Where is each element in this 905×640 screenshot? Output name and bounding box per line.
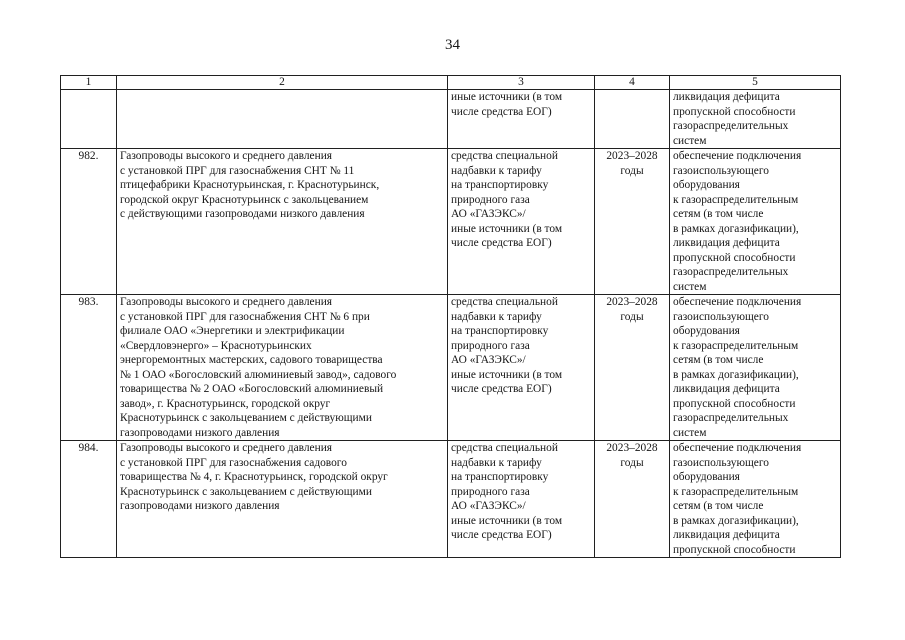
- expected-result: [670, 441, 841, 558]
- text-line: пропускной способности: [673, 543, 796, 556]
- text-line: на транспортировку: [451, 179, 549, 191]
- text-line: Газопроводы высокого и среднего давления: [120, 150, 333, 162]
- funding-source: [448, 149, 595, 295]
- text-line: числе средства ЕОГ): [451, 529, 552, 541]
- text-line: газоиспользующего: [673, 310, 769, 323]
- text-line: ликвидация дефицита: [673, 91, 780, 103]
- table-row: [61, 441, 841, 558]
- text-line: пропускной способности: [673, 251, 796, 264]
- text-line: обеспечение подключения: [673, 442, 802, 454]
- text-line: Газопроводы высокого и среднего давления: [120, 442, 333, 454]
- text-line: природного газа: [451, 485, 530, 498]
- text-line: средства специальной: [451, 150, 558, 162]
- row-number: 983.: [61, 295, 117, 441]
- implementation-period: [595, 295, 670, 441]
- text-line: газораспределительных: [673, 120, 789, 132]
- text-line: «Свердловэнерго» – Краснотурьинских: [120, 339, 312, 352]
- text-line: АО «ГАЗЭКС»/: [451, 354, 526, 366]
- text-line: птицефабрики Краснотурьинская, г. Краснотурьинск,: [120, 179, 380, 191]
- funding-source: [448, 90, 595, 149]
- text-line: оборудования: [673, 325, 740, 337]
- expected-result: [670, 90, 841, 149]
- implementation-period: [595, 149, 670, 295]
- text-line: систем: [673, 280, 707, 293]
- text-line: газоиспользующего: [673, 456, 769, 469]
- text-line: числе средства ЕОГ): [451, 237, 552, 249]
- text-line: Краснотурьинск с закольцеванием с действующими: [120, 485, 372, 498]
- text-line: газопроводами низкого давления: [120, 500, 280, 512]
- text-line: 2023–2028: [606, 296, 658, 308]
- text-line: с установкой ПРГ для газоснабжения садового: [120, 456, 347, 469]
- text-line: иные источники (в том: [451, 91, 563, 103]
- funding-source: [448, 441, 595, 558]
- text-line: с действующими газопроводами низкого давления: [120, 208, 365, 220]
- expected-result: [670, 295, 841, 441]
- text-line: ликвидация дефицита: [673, 383, 780, 395]
- row-number: [61, 90, 117, 149]
- table-row: [61, 295, 841, 441]
- row-number: 984.: [61, 441, 117, 558]
- page-number: 34: [445, 37, 460, 53]
- text-line: энергоремонтных мастерских, садового товарищества: [120, 354, 383, 366]
- text-line: годы: [620, 164, 644, 177]
- text-line: к газораспределительным: [673, 485, 799, 498]
- text-line: числе средства ЕОГ): [451, 383, 552, 395]
- text-line: товарищества № 2 ОАО «Богословский алюминиевый: [120, 383, 384, 395]
- text-line: в рамках догазификации),: [673, 222, 799, 235]
- funding-source: [448, 295, 595, 441]
- text-line: средства специальной: [451, 296, 558, 308]
- column-header-3: 3: [448, 76, 595, 90]
- text-line: газоиспользующего: [673, 164, 769, 177]
- text-line: АО «ГАЗЭКС»/: [451, 208, 526, 220]
- text-line: к газораспределительным: [673, 193, 799, 206]
- text-line: Краснотурьинск с закольцеванием с действующими: [120, 412, 372, 424]
- text-line: к газораспределительным: [673, 339, 799, 352]
- text-line: оборудования: [673, 471, 740, 483]
- object-description: [117, 149, 448, 295]
- object-description: [117, 295, 448, 441]
- text-line: сетям (в том числе: [673, 500, 764, 512]
- text-line: средства специальной: [451, 442, 558, 454]
- text-line: надбавки к тарифу: [451, 164, 542, 177]
- expected-result: [670, 149, 841, 295]
- text-line: сетям (в том числе: [673, 208, 764, 220]
- text-line: природного газа: [451, 339, 530, 352]
- table-row: [61, 149, 841, 295]
- text-line: городской округ Краснотурьинск с закольцеванием: [120, 193, 369, 206]
- column-header-4: 4: [595, 76, 670, 90]
- column-header-5: 5: [670, 76, 841, 90]
- text-line: надбавки к тарифу: [451, 310, 542, 323]
- text-line: 2023–2028: [606, 150, 658, 162]
- row-number: 982.: [61, 149, 117, 295]
- text-line: пропускной способности: [673, 397, 796, 410]
- text-line: ликвидация дефицита: [673, 529, 780, 541]
- program-table: [60, 75, 841, 558]
- text-line: на транспортировку: [451, 471, 549, 483]
- text-line: № 1 ОАО «Богословский алюминиевый завод», садового: [120, 368, 397, 381]
- text-line: ликвидация дефицита: [673, 237, 780, 249]
- text-line: газораспределительных: [673, 412, 789, 424]
- text-line: АО «ГАЗЭКС»/: [451, 500, 526, 512]
- text-line: в рамках догазификации),: [673, 514, 799, 527]
- text-line: надбавки к тарифу: [451, 456, 542, 469]
- text-line: иные источники (в том: [451, 514, 563, 527]
- text-line: газораспределительных: [673, 266, 789, 278]
- text-line: газопроводами низкого давления: [120, 426, 280, 439]
- text-line: годы: [620, 310, 644, 323]
- text-line: природного газа: [451, 193, 530, 206]
- text-line: с установкой ПРГ для газоснабжения СНТ № 11: [120, 164, 355, 177]
- text-line: в рамках догазификации),: [673, 368, 799, 381]
- object-description: [117, 441, 448, 558]
- text-line: обеспечение подключения: [673, 150, 802, 162]
- text-line: товарищества № 4, г. Краснотурьинск, городской округ: [120, 471, 388, 483]
- text-line: иные источники (в том: [451, 222, 563, 235]
- text-line: на транспортировку: [451, 325, 549, 337]
- text-line: с установкой ПРГ для газоснабжения СНТ № 6 при: [120, 310, 370, 323]
- text-line: завод», г. Краснотурьинск, городской округ: [120, 397, 331, 410]
- text-line: филиале ОАО «Энергетики и электрификации: [120, 325, 345, 337]
- text-line: сетям (в том числе: [673, 354, 764, 366]
- text-line: оборудования: [673, 179, 740, 191]
- implementation-period: [595, 90, 670, 149]
- text-line: обеспечение подключения: [673, 296, 802, 308]
- text-line: числе средства ЕОГ): [451, 105, 552, 118]
- text-line: систем: [673, 426, 707, 439]
- column-header-2: 2: [117, 76, 448, 90]
- text-line: иные источники (в том: [451, 368, 563, 381]
- text-line: пропускной способности: [673, 105, 796, 118]
- text-line: 2023–2028: [606, 442, 658, 454]
- column-header-1: 1: [61, 76, 117, 90]
- implementation-period: [595, 441, 670, 558]
- text-line: систем: [673, 134, 707, 147]
- object-description: [117, 90, 448, 149]
- table-row: [61, 90, 841, 149]
- column-number-row: [61, 76, 841, 90]
- text-line: годы: [620, 456, 644, 469]
- text-line: Газопроводы высокого и среднего давления: [120, 296, 333, 308]
